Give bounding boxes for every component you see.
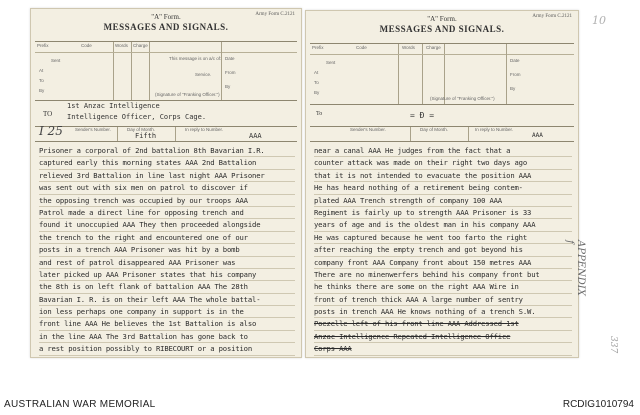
record-id: RCDIG1010794 bbox=[562, 399, 634, 410]
center-mark: = Ð = bbox=[410, 111, 435, 120]
message-line: the opposing trench was occupied by our troops AAA bbox=[39, 195, 295, 207]
institution-label: AUSTRALIAN WAR MEMORIAL bbox=[4, 399, 156, 410]
to-heading: To bbox=[316, 111, 323, 117]
addressee-line-2: Intelligence Officer, Corps Cage. bbox=[67, 113, 207, 121]
message-line: posts in a trench AAA Prisoner was hit by a bomb bbox=[39, 244, 295, 256]
message-line: counter attack was made on their right two days ago bbox=[314, 157, 572, 169]
message-line: front line AAA He believes the 1st Battalion is also bbox=[39, 318, 295, 330]
message-line: and rest of patrol disappeared AAA Prisoner was bbox=[39, 257, 295, 269]
message-line: captured early this morning states AAA 2nd Battalion bbox=[39, 157, 295, 169]
message-line: a rest position possibly to RIBECOURT or a position bbox=[39, 343, 295, 355]
number-row bbox=[35, 126, 297, 142]
header-aaa: AAA bbox=[532, 132, 543, 139]
words-label: Words bbox=[115, 43, 128, 48]
service-label: Service. bbox=[195, 72, 212, 77]
words-label: Words bbox=[402, 45, 415, 50]
at-label: At bbox=[314, 70, 319, 75]
date-label: Date bbox=[510, 58, 520, 63]
message-line: Corps AAA bbox=[314, 343, 572, 355]
message-line: He has heard nothing of a retirement being contem- bbox=[314, 182, 572, 194]
form-number: "A" Form. bbox=[427, 15, 457, 23]
day-value: Fifth bbox=[135, 132, 157, 140]
by-label-right: By bbox=[225, 84, 231, 89]
header-grid bbox=[310, 43, 574, 105]
appendix-annotation: APPENDIX f bbox=[564, 240, 586, 296]
page-number: 337 bbox=[608, 336, 618, 354]
message-line: years of age and is the oldest man in his company AAA bbox=[314, 219, 572, 231]
corner-mark: 10 bbox=[592, 14, 606, 27]
message-line: Patrol made a direct line for opposing trench and bbox=[39, 207, 295, 219]
day-of-month-label: Day of Month. bbox=[127, 127, 156, 132]
number-row bbox=[310, 126, 574, 142]
code-label: Code bbox=[81, 43, 92, 48]
message-line: Bavarian I. R. is on their left AAA The whole battal- bbox=[39, 294, 295, 306]
message-line: company front AAA Company front about 150 metres AAA bbox=[314, 257, 572, 269]
message-line: near a canal AAA He judges from the fact that a bbox=[314, 145, 572, 157]
message-line: Poezelle left of his front line AAA Addressed 1st bbox=[314, 318, 572, 330]
message-line: that it is not intended to evacuate the position AAA bbox=[314, 170, 572, 182]
in-reply-label: In reply to Number. bbox=[185, 127, 224, 132]
message-line: after reaching the empty trench and got beyond his bbox=[314, 244, 572, 256]
from-label: From bbox=[510, 72, 521, 77]
day-of-month-label: Day of Month. bbox=[420, 127, 449, 132]
to-heading: TO bbox=[43, 110, 53, 118]
code-label: Code bbox=[356, 45, 367, 50]
addressee-line-1: 1st Anzac Intelligence bbox=[67, 102, 160, 110]
message-line: Prisoner a corporal of 2nd battalion 8th Bavarian I.R. bbox=[39, 145, 295, 157]
message-line: the 8th is on left flank of battalion AAA The 28th bbox=[39, 281, 295, 293]
message-line: relieved 3rd Battalion in line last night AAA Prisoner bbox=[39, 170, 295, 182]
at-label: At bbox=[39, 68, 44, 73]
army-form-label: Army Form C.2121 bbox=[255, 12, 295, 17]
from-label: From bbox=[225, 70, 236, 75]
to-label-small: To bbox=[39, 78, 44, 83]
form-number: "A" Form. bbox=[151, 13, 181, 21]
form-title: MESSAGES AND SIGNALS. bbox=[379, 24, 505, 34]
charge-label: Charge bbox=[426, 45, 441, 50]
prefix-label: Prefix bbox=[37, 43, 49, 48]
senders-number-label: Sender's Number. bbox=[75, 127, 111, 132]
service-note: This message is on a/c of: bbox=[169, 56, 222, 61]
franking-note: (Signature of "Franking Officer.") bbox=[155, 92, 220, 97]
sent-label: Sent bbox=[51, 58, 61, 63]
footer-bar bbox=[0, 393, 640, 415]
date-label: Date bbox=[225, 56, 235, 61]
message-line: later picked up AAA Prisoner states that his company bbox=[39, 269, 295, 281]
sent-label: Sent bbox=[326, 60, 336, 65]
message-line: he thinks there are some on the right AAA Wire in bbox=[314, 281, 572, 293]
message-line: was sent out with six men on patrol to discover if bbox=[39, 182, 295, 194]
message-body-left bbox=[39, 145, 295, 356]
by-label: By bbox=[314, 90, 320, 95]
message-line: ion less perhaps one company in support is in the bbox=[39, 306, 295, 318]
message-line: posts in trench AAA He knows nothing of a trench S.W. bbox=[314, 306, 572, 318]
senders-number-value: I 25 bbox=[39, 124, 63, 138]
to-label-small: To bbox=[314, 80, 319, 85]
message-line: Regiment is fairly up to strength AAA Prisoner is 33 bbox=[314, 207, 572, 219]
message-line: found it unoccupied AAA They then proceeded alongside bbox=[39, 219, 295, 231]
message-line: plated AAA Trench strength of company 100 AAA bbox=[314, 195, 572, 207]
senders-number-label: Sender's Number. bbox=[350, 127, 386, 132]
message-line: He was captured because he went too farto the right bbox=[314, 232, 572, 244]
prefix-label: Prefix bbox=[312, 45, 324, 50]
message-form-left bbox=[30, 8, 302, 358]
header-grid bbox=[35, 41, 297, 101]
by-label: By bbox=[39, 88, 45, 93]
charge-label: Charge bbox=[133, 43, 148, 48]
army-form-label: Army Form C.2121 bbox=[532, 14, 572, 19]
message-line: front of trench thick AAA A large number of sentry bbox=[314, 294, 572, 306]
message-line: the trench to the right and encountered one of our bbox=[39, 232, 295, 244]
message-form-right bbox=[305, 10, 579, 358]
header-aaa: AAA bbox=[249, 132, 262, 140]
form-title: MESSAGES AND SIGNALS. bbox=[103, 22, 229, 32]
franking-note: (Signature of "Franking Officer.") bbox=[430, 96, 495, 101]
message-body-right bbox=[314, 145, 572, 356]
message-line: There are no minenwerfers behind his company front but bbox=[314, 269, 572, 281]
by-label-right: By bbox=[510, 86, 516, 91]
in-reply-label: In reply to Number. bbox=[475, 127, 514, 132]
message-line: in the line AAA The 3rd Battalion has gone back to bbox=[39, 331, 295, 343]
message-line: Anzac Intelligence Repeated Intelligence Office bbox=[314, 331, 572, 343]
